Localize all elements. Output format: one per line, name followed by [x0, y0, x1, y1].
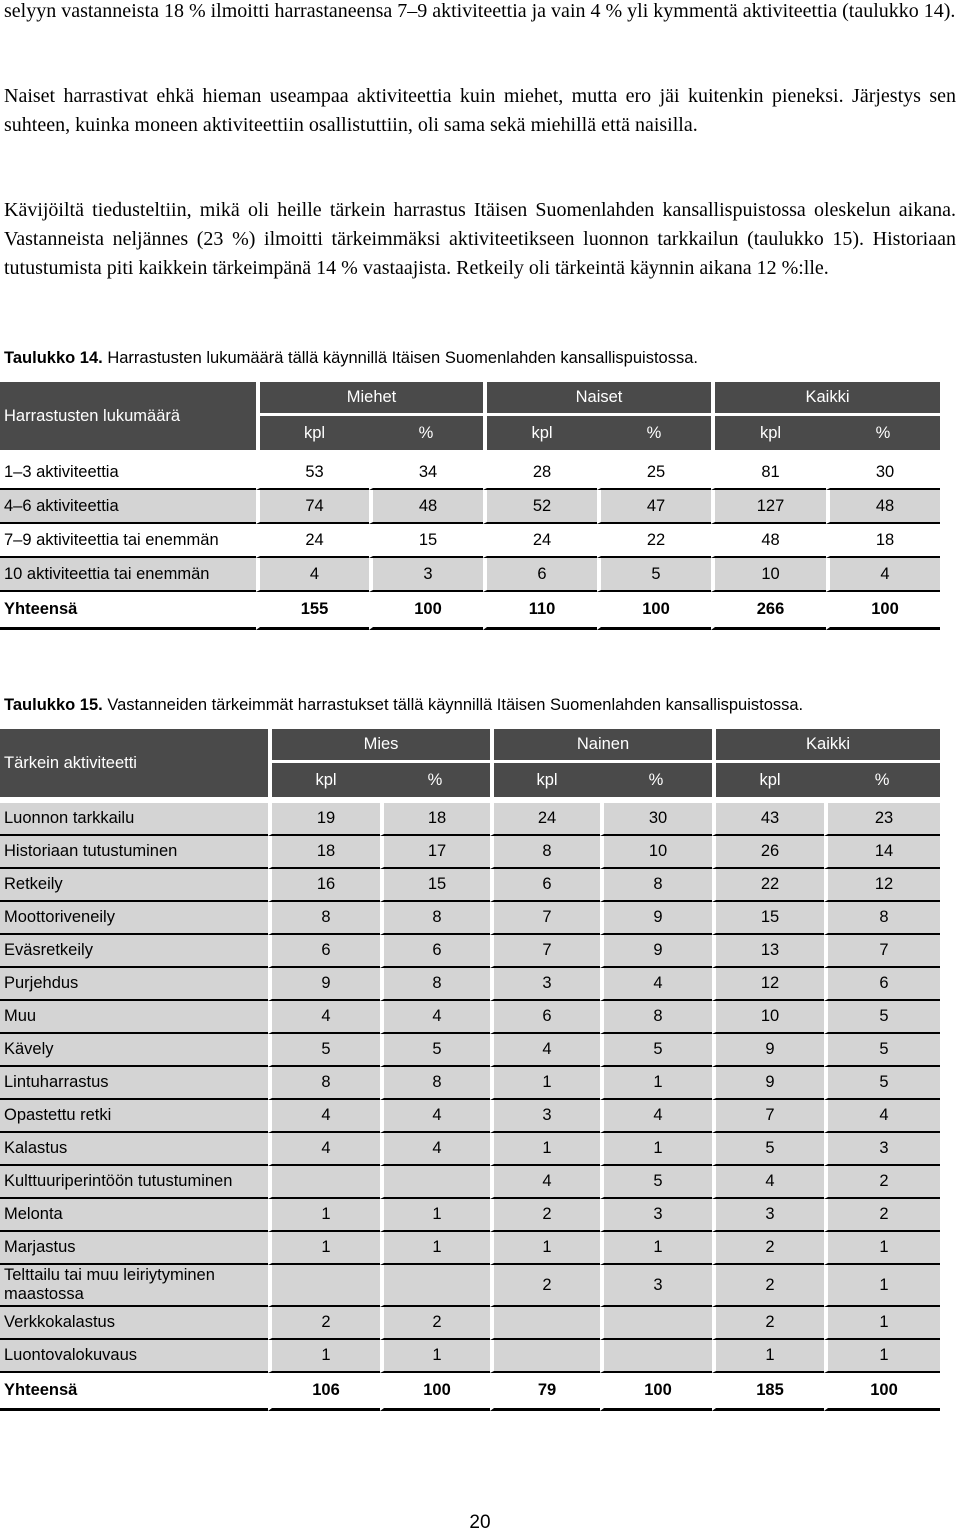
cell-value: 4 — [256, 558, 369, 592]
cell-value: 25 — [597, 456, 711, 490]
table14-group-women: Naiset — [483, 382, 711, 416]
total-value: 266 — [711, 592, 826, 630]
cell-value: 30 — [826, 456, 940, 490]
table-14 — [0, 382, 940, 630]
cell-value: 4 — [268, 1100, 380, 1133]
cell-value: 2 — [490, 1199, 600, 1232]
table-row — [0, 490, 940, 524]
cell-value: 10 — [711, 558, 826, 592]
table-row — [0, 1100, 940, 1133]
total-value: 100 — [369, 592, 483, 630]
cell-value: 3 — [490, 968, 600, 1001]
cell-value: 1 — [380, 1340, 490, 1373]
cell-value: 8 — [824, 902, 940, 935]
table-row — [0, 1265, 940, 1307]
row-label: Telttailu tai muu leiriytyminen maastossa — [0, 1265, 268, 1307]
total-row — [0, 592, 940, 630]
cell-value: 1 — [712, 1340, 824, 1373]
cell-value: 8 — [600, 1001, 712, 1034]
cell-value: 1 — [824, 1340, 940, 1373]
cell-value: 53 — [256, 456, 369, 490]
cell-value: 1 — [268, 1199, 380, 1232]
cell-value: 30 — [600, 803, 712, 836]
total-value: 155 — [256, 592, 369, 630]
table15-sub-kpl: kpl — [712, 763, 824, 797]
paragraph-3: Kävijöiltä tiedusteltiin, mikä oli heille tärkein harrastus Itäisen Suomenlahden kansallispuistossa oleskelun aikana. Vastanneista neljännes (23 %) ilmoitti tärkeimmäksi aktiviteetikseen luonnon tarkkailun (taulukko 15). Historiaan tutustumista piti kaikkein tärkeimpänä 14 % vastaajista. Retkeily oli tärkeintä käynnin aikana 12 %:lle. — [4, 199, 956, 279]
cell-value: 23 — [824, 803, 940, 836]
cell-value: 5 — [824, 1067, 940, 1100]
table-row — [0, 935, 940, 968]
cell-value: 24 — [483, 524, 597, 558]
cell-value: 34 — [369, 456, 483, 490]
row-label: Eväsretkeily — [0, 935, 268, 968]
cell-value: 7 — [824, 935, 940, 968]
row-label: 10 aktiviteettia tai enemmän — [0, 558, 256, 592]
total-row — [0, 1373, 940, 1411]
cell-value: 6 — [824, 968, 940, 1001]
cell-value: 9 — [712, 1034, 824, 1067]
cell-value: 2 — [268, 1307, 380, 1340]
cell-value: 7 — [490, 935, 600, 968]
cell-value: 15 — [369, 524, 483, 558]
cell-value: 47 — [597, 490, 711, 524]
table-row — [0, 1307, 940, 1340]
table15-sub-pct: % — [600, 763, 712, 797]
cell-value — [268, 1166, 380, 1199]
cell-value: 19 — [268, 803, 380, 836]
paragraph-2: Naiset harrastivat ehkä hieman useampaa aktiviteettia kuin miehet, mutta ero jäi kuitenkin pieneksi. Järjestys sen suhteen, kuinka moneen aktiviteettiin osallistuttiin, oli sama sekä miehillä että naisilla. — [4, 85, 956, 136]
row-label: Marjastus — [0, 1232, 268, 1265]
cell-value: 9 — [268, 968, 380, 1001]
cell-value: 22 — [712, 869, 824, 902]
cell-value: 1 — [380, 1199, 490, 1232]
cell-value: 8 — [380, 902, 490, 935]
cell-value: 3 — [369, 558, 483, 592]
cell-value: 4 — [268, 1001, 380, 1034]
cell-value — [600, 1340, 712, 1373]
total-value: 106 — [268, 1373, 380, 1411]
cell-value: 4 — [600, 968, 712, 1001]
table-row — [0, 1340, 940, 1373]
page-number: 20 — [469, 1512, 491, 1533]
table-row — [0, 1199, 940, 1232]
cell-value: 5 — [597, 558, 711, 592]
table-15 — [0, 729, 940, 1411]
table15-caption-text: Vastanneiden tärkeimmät harrastukset tällä käynnillä Itäisen Suomenlahden kansallispuistossa. — [102, 696, 804, 714]
cell-value: 16 — [268, 869, 380, 902]
table14-caption-text: Harrastusten lukumäärä tällä käynnillä Itäisen Suomenlahden kansallispuistossa. — [102, 349, 698, 367]
cell-value: 18 — [268, 836, 380, 869]
cell-value: 17 — [380, 836, 490, 869]
row-label: 4–6 aktiviteettia — [0, 490, 256, 524]
cell-value: 3 — [490, 1100, 600, 1133]
cell-value: 9 — [600, 902, 712, 935]
row-label: Opastettu retki — [0, 1100, 268, 1133]
cell-value: 5 — [268, 1034, 380, 1067]
cell-value: 1 — [824, 1232, 940, 1265]
cell-value: 2 — [824, 1199, 940, 1232]
cell-value: 12 — [824, 869, 940, 902]
cell-value: 81 — [711, 456, 826, 490]
cell-value: 7 — [490, 902, 600, 935]
table14-row-header: Harrastusten lukumäärä — [0, 382, 256, 450]
row-label: Melonta — [0, 1199, 268, 1232]
total-value: 100 — [380, 1373, 490, 1411]
cell-value: 10 — [712, 1001, 824, 1034]
cell-value: 6 — [483, 558, 597, 592]
cell-value: 1 — [490, 1067, 600, 1100]
cell-value: 8 — [490, 836, 600, 869]
cell-value: 3 — [712, 1199, 824, 1232]
table15-group-all: Kaikki — [712, 729, 940, 763]
table-row — [0, 1166, 940, 1199]
row-label: Muu — [0, 1001, 268, 1034]
cell-value — [600, 1307, 712, 1340]
total-value: 100 — [600, 1373, 712, 1411]
total-value: 100 — [597, 592, 711, 630]
table15-group-women: Nainen — [490, 729, 712, 763]
row-label: Kalastus — [0, 1133, 268, 1166]
table-row — [0, 558, 940, 592]
cell-value: 15 — [380, 869, 490, 902]
cell-value: 3 — [824, 1133, 940, 1166]
cell-value — [268, 1265, 380, 1307]
table14-caption — [4, 348, 956, 368]
cell-value: 18 — [826, 524, 940, 558]
cell-value: 4 — [490, 1166, 600, 1199]
table-row — [0, 803, 940, 836]
cell-value: 8 — [268, 902, 380, 935]
cell-value: 8 — [380, 968, 490, 1001]
table14-sub-pct: % — [369, 416, 483, 450]
table15-group-men: Mies — [268, 729, 490, 763]
cell-value: 9 — [600, 935, 712, 968]
cell-value: 4 — [380, 1100, 490, 1133]
cell-value: 5 — [824, 1034, 940, 1067]
table14-caption-label: Taulukko 14. — [4, 349, 103, 367]
cell-value — [490, 1307, 600, 1340]
cell-value: 12 — [712, 968, 824, 1001]
table15-row-header: Tärkein aktiviteetti — [0, 729, 268, 797]
cell-value: 74 — [256, 490, 369, 524]
cell-value: 1 — [490, 1232, 600, 1265]
row-label: Kulttuuriperintöön tutustuminen — [0, 1166, 268, 1199]
cell-value: 1 — [824, 1265, 940, 1307]
table15-sub-pct: % — [380, 763, 490, 797]
cell-value: 10 — [600, 836, 712, 869]
cell-value: 4 — [268, 1133, 380, 1166]
total-label: Yhteensä — [0, 592, 256, 630]
row-label: Historiaan tutustuminen — [0, 836, 268, 869]
table-row — [0, 968, 940, 1001]
cell-value: 4 — [824, 1100, 940, 1133]
total-label: Yhteensä — [0, 1373, 268, 1411]
cell-value: 6 — [380, 935, 490, 968]
table15-sub-kpl: kpl — [268, 763, 380, 797]
cell-value: 3 — [600, 1199, 712, 1232]
row-label: 1–3 aktiviteettia — [0, 456, 256, 490]
row-label: Moottoriveneily — [0, 902, 268, 935]
cell-value: 2 — [712, 1232, 824, 1265]
cell-value: 4 — [712, 1166, 824, 1199]
cell-value: 24 — [490, 803, 600, 836]
table14-sub-kpl: kpl — [483, 416, 597, 450]
cell-value: 7 — [712, 1100, 824, 1133]
cell-value: 8 — [380, 1067, 490, 1100]
table-row — [0, 1133, 940, 1166]
table-row — [0, 836, 940, 869]
cell-value: 48 — [826, 490, 940, 524]
cell-value: 2 — [712, 1307, 824, 1340]
cell-value: 28 — [483, 456, 597, 490]
row-label: 7–9 aktiviteettia tai enemmän — [0, 524, 256, 558]
cell-value: 1 — [600, 1133, 712, 1166]
table15-sub-kpl: kpl — [490, 763, 600, 797]
cell-value: 26 — [712, 836, 824, 869]
paragraph-1: selyyn vastanneista 18 % ilmoitti harrastaneensa 7–9 aktiviteettia ja vain 4 % yli kymmentä aktiviteettia (taulukko 14). — [4, 0, 956, 22]
cell-value: 24 — [256, 524, 369, 558]
total-value: 100 — [826, 592, 940, 630]
table-row — [0, 1001, 940, 1034]
table-row — [0, 902, 940, 935]
cell-value: 5 — [600, 1166, 712, 1199]
cell-value: 1 — [824, 1307, 940, 1340]
cell-value: 15 — [712, 902, 824, 935]
cell-value: 4 — [380, 1133, 490, 1166]
table15-sub-pct: % — [824, 763, 940, 797]
cell-value: 4 — [600, 1100, 712, 1133]
cell-value: 18 — [380, 803, 490, 836]
cell-value: 5 — [380, 1034, 490, 1067]
cell-value: 4 — [826, 558, 940, 592]
row-label: Verkkokalastus — [0, 1307, 268, 1340]
cell-value: 13 — [712, 935, 824, 968]
cell-value: 1 — [490, 1133, 600, 1166]
table15-caption-label: Taulukko 15. — [4, 696, 103, 714]
table15-caption — [4, 695, 956, 715]
row-label: Purjehdus — [0, 968, 268, 1001]
cell-value: 9 — [712, 1067, 824, 1100]
row-label: Retkeily — [0, 869, 268, 902]
cell-value: 4 — [490, 1034, 600, 1067]
row-label: Luontovalokuvaus — [0, 1340, 268, 1373]
cell-value: 4 — [380, 1001, 490, 1034]
cell-value: 1 — [600, 1067, 712, 1100]
cell-value — [380, 1265, 490, 1307]
cell-value — [490, 1340, 600, 1373]
cell-value: 5 — [600, 1034, 712, 1067]
cell-value: 2 — [490, 1265, 600, 1307]
cell-value: 3 — [600, 1265, 712, 1307]
row-label: Lintuharrastus — [0, 1067, 268, 1100]
table14-sub-kpl: kpl — [256, 416, 369, 450]
cell-value: 8 — [268, 1067, 380, 1100]
total-value: 100 — [824, 1373, 940, 1411]
cell-value: 5 — [824, 1001, 940, 1034]
cell-value: 6 — [268, 935, 380, 968]
table-row — [0, 456, 940, 490]
table14-group-men: Miehet — [256, 382, 483, 416]
total-value: 79 — [490, 1373, 600, 1411]
cell-value: 5 — [712, 1133, 824, 1166]
table14-sub-kpl: kpl — [711, 416, 826, 450]
cell-value: 1 — [600, 1232, 712, 1265]
cell-value: 52 — [483, 490, 597, 524]
cell-value: 6 — [490, 869, 600, 902]
cell-value: 48 — [369, 490, 483, 524]
total-value: 185 — [712, 1373, 824, 1411]
table-row — [0, 1067, 940, 1100]
cell-value: 22 — [597, 524, 711, 558]
table-row — [0, 869, 940, 902]
cell-value: 8 — [600, 869, 712, 902]
cell-value — [380, 1166, 490, 1199]
table14-group-all: Kaikki — [711, 382, 940, 416]
table-row — [0, 1034, 940, 1067]
cell-value: 2 — [380, 1307, 490, 1340]
table14-sub-pct: % — [826, 416, 940, 450]
total-value: 110 — [483, 592, 597, 630]
cell-value: 127 — [711, 490, 826, 524]
cell-value: 6 — [490, 1001, 600, 1034]
cell-value: 48 — [711, 524, 826, 558]
cell-value: 1 — [268, 1340, 380, 1373]
cell-value: 2 — [712, 1265, 824, 1307]
table14-sub-pct: % — [597, 416, 711, 450]
table-row — [0, 1232, 940, 1265]
row-label: Kävely — [0, 1034, 268, 1067]
cell-value: 1 — [380, 1232, 490, 1265]
cell-value: 1 — [268, 1232, 380, 1265]
row-label: Luonnon tarkkailu — [0, 803, 268, 836]
cell-value: 14 — [824, 836, 940, 869]
table-row — [0, 524, 940, 558]
cell-value: 2 — [824, 1166, 940, 1199]
cell-value: 43 — [712, 803, 824, 836]
